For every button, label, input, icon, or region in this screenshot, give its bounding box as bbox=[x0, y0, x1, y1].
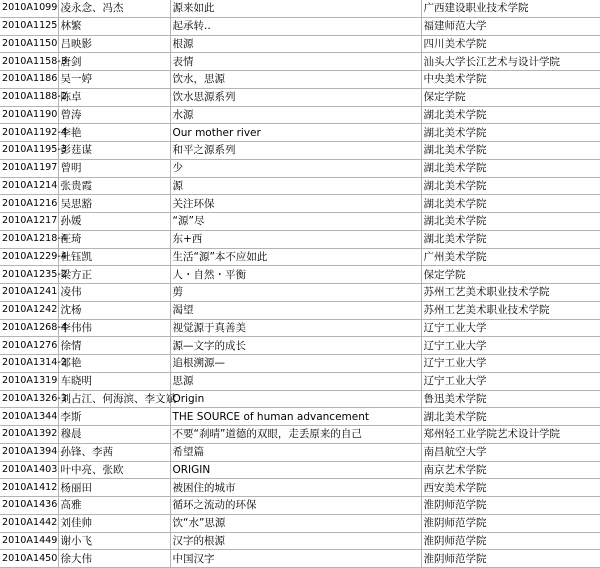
school-cell: 保定学院 bbox=[421, 88, 600, 106]
table-row bbox=[0, 124, 600, 142]
entry-id-cell: 2010A1188-2 bbox=[0, 88, 58, 106]
school-cell: 辽宁工业大学 bbox=[421, 372, 600, 390]
entry-id-cell: 2010A1392 bbox=[0, 426, 58, 444]
entry-id-cell: 2010A1217 bbox=[0, 213, 58, 231]
title-cell: “源”尽 bbox=[170, 213, 421, 231]
table-row bbox=[0, 355, 600, 373]
author-cell: 汪琦 bbox=[58, 230, 170, 248]
entry-id-cell: 2010A1214 bbox=[0, 177, 58, 195]
entry-id-cell: 2010A1195-3 bbox=[0, 142, 58, 160]
school-cell: 湖北美术学院 bbox=[421, 142, 600, 160]
table-row bbox=[0, 532, 600, 550]
title-cell: 饮水思源系列 bbox=[170, 88, 421, 106]
entry-id-cell: 2010A1449 bbox=[0, 532, 58, 550]
school-cell: 淮阴师范学院 bbox=[421, 497, 600, 515]
entry-id-cell: 2010A1268-4 bbox=[0, 319, 58, 337]
title-cell: 根源 bbox=[170, 35, 421, 53]
title-cell: 被困住的城市 bbox=[170, 479, 421, 497]
school-cell: 广西建设职业技术学院 bbox=[421, 0, 600, 17]
school-cell: 广州美术学院 bbox=[421, 248, 600, 266]
author-cell: 李艳 bbox=[58, 124, 170, 142]
title-cell: 不要“刹晴”道德的双眼，走丢原来的自己 bbox=[170, 426, 421, 444]
school-cell: 汕头大学长江艺术与设计学院 bbox=[421, 53, 600, 71]
school-cell: 辽宁工业大学 bbox=[421, 319, 600, 337]
author-cell: 唐剑 bbox=[58, 53, 170, 71]
table-row bbox=[0, 266, 600, 284]
table-row bbox=[0, 319, 600, 337]
title-cell: ORIGIN bbox=[170, 461, 421, 479]
entry-id-cell: 2010A1394 bbox=[0, 443, 58, 461]
school-cell: 湖北美术学院 bbox=[421, 408, 600, 426]
entry-id-cell: 2010A1442 bbox=[0, 514, 58, 532]
table-row bbox=[0, 337, 600, 355]
entry-id-cell: 2010A1190 bbox=[0, 106, 58, 124]
table-row bbox=[0, 479, 600, 497]
author-cell: 凌永念、冯杰 bbox=[58, 0, 170, 17]
title-cell: 渴望 bbox=[170, 301, 421, 319]
school-cell: 湖北美术学院 bbox=[421, 124, 600, 142]
table-row bbox=[0, 71, 600, 89]
school-cell: 湖北美术学院 bbox=[421, 106, 600, 124]
table-row bbox=[0, 461, 600, 479]
entry-id-cell: 2010A1099 bbox=[0, 0, 58, 17]
entry-id-cell: 2010A1276 bbox=[0, 337, 58, 355]
author-cell: 刘占江、何海滨、李文斌 bbox=[58, 390, 170, 408]
title-cell: THE SOURCE of human advancement bbox=[170, 408, 421, 426]
table-row bbox=[0, 390, 600, 408]
table-row bbox=[0, 106, 600, 124]
school-cell: 苏州工艺美术职业技术学院 bbox=[421, 301, 600, 319]
table-row bbox=[0, 35, 600, 53]
table-row bbox=[0, 408, 600, 426]
entry-id-cell: 2010A1242 bbox=[0, 301, 58, 319]
school-cell: 湖北美术学院 bbox=[421, 230, 600, 248]
author-cell: 孙媛 bbox=[58, 213, 170, 231]
entry-id-cell: 2010A1235-2 bbox=[0, 266, 58, 284]
table-row bbox=[0, 550, 600, 568]
title-cell: 生活“源”本不应如此 bbox=[170, 248, 421, 266]
school-cell: 苏州工艺美术职业技术学院 bbox=[421, 284, 600, 302]
title-cell: 东+西 bbox=[170, 230, 421, 248]
school-cell: 四川美术学院 bbox=[421, 35, 600, 53]
table-row bbox=[0, 443, 600, 461]
entry-id-cell: 2010A1229-4 bbox=[0, 248, 58, 266]
school-cell: 南京艺术学院 bbox=[421, 461, 600, 479]
title-cell: 中国汉字 bbox=[170, 550, 421, 568]
entry-id-cell: 2010A1216 bbox=[0, 195, 58, 213]
table-row bbox=[0, 0, 600, 17]
title-cell: 源—文字的成长 bbox=[170, 337, 421, 355]
school-cell: 辽宁工业大学 bbox=[421, 337, 600, 355]
author-cell: 林繁 bbox=[58, 17, 170, 35]
author-cell: 叶中亮、张欧 bbox=[58, 461, 170, 479]
title-cell: 起承转.. bbox=[170, 17, 421, 35]
table-row bbox=[0, 177, 600, 195]
entry-id-cell: 2010A1192-4 bbox=[0, 124, 58, 142]
school-cell: 南昌航空大学 bbox=[421, 443, 600, 461]
table-row bbox=[0, 88, 600, 106]
title-cell: 循环之流动的环保 bbox=[170, 497, 421, 515]
table-row bbox=[0, 142, 600, 160]
title-cell: 和平之源系列 bbox=[170, 142, 421, 160]
title-cell: 源 bbox=[170, 177, 421, 195]
author-cell: 杜钰凯 bbox=[58, 248, 170, 266]
table-row bbox=[0, 301, 600, 319]
title-cell: 饮水，思源 bbox=[170, 71, 421, 89]
school-cell: 鲁迅美术学院 bbox=[421, 390, 600, 408]
author-cell: 邹艳 bbox=[58, 355, 170, 373]
school-cell: 湖北美术学院 bbox=[421, 177, 600, 195]
author-cell: 徐大伟 bbox=[58, 550, 170, 568]
author-cell: 谢小飞 bbox=[58, 532, 170, 550]
entry-id-cell: 2010A1150 bbox=[0, 35, 58, 53]
table-row bbox=[0, 372, 600, 390]
school-cell: 保定学院 bbox=[421, 266, 600, 284]
school-cell: 淮阴师范学院 bbox=[421, 532, 600, 550]
entry-id-cell: 2010A1450 bbox=[0, 550, 58, 568]
entry-id-cell: 2010A1241 bbox=[0, 284, 58, 302]
author-cell: 陈卓 bbox=[58, 88, 170, 106]
entry-id-cell: 2010A1319 bbox=[0, 372, 58, 390]
school-cell: 淮阴师范学院 bbox=[421, 550, 600, 568]
entry-id-cell: 2010A1186 bbox=[0, 71, 58, 89]
author-cell: 李伟伟 bbox=[58, 319, 170, 337]
school-cell: 中央美术学院 bbox=[421, 71, 600, 89]
entry-id-cell: 2010A1344 bbox=[0, 408, 58, 426]
entry-id-cell: 2010A1412 bbox=[0, 479, 58, 497]
author-cell: 徐情 bbox=[58, 337, 170, 355]
title-cell: 关注环保 bbox=[170, 195, 421, 213]
entry-id-cell: 2010A1436 bbox=[0, 497, 58, 515]
author-cell: 穆晨 bbox=[58, 426, 170, 444]
table-row bbox=[0, 497, 600, 515]
entry-id-cell: 2010A1125 bbox=[0, 17, 58, 35]
author-cell: 高雅 bbox=[58, 497, 170, 515]
table-row bbox=[0, 514, 600, 532]
entry-id-cell: 2010A1158-3 bbox=[0, 53, 58, 71]
author-cell: 曾明 bbox=[58, 159, 170, 177]
entry-id-cell: 2010A1197 bbox=[0, 159, 58, 177]
author-cell: 吴思豁 bbox=[58, 195, 170, 213]
author-cell: 刘佳帅 bbox=[58, 514, 170, 532]
author-cell: 沈杨 bbox=[58, 301, 170, 319]
title-cell: 希望篇 bbox=[170, 443, 421, 461]
author-cell: 孙锋、李茜 bbox=[58, 443, 170, 461]
title-cell: 追根溯源— bbox=[170, 355, 421, 373]
title-cell: 剪 bbox=[170, 284, 421, 302]
author-cell: 曾涛 bbox=[58, 106, 170, 124]
table-row bbox=[0, 17, 600, 35]
title-cell: 表情 bbox=[170, 53, 421, 71]
title-cell: Origin bbox=[170, 390, 421, 408]
school-cell: 福建师范大学 bbox=[421, 17, 600, 35]
school-cell: 辽宁工业大学 bbox=[421, 355, 600, 373]
school-cell: 湖北美术学院 bbox=[421, 195, 600, 213]
title-cell: 汉字的根源 bbox=[170, 532, 421, 550]
school-cell: 湖北美术学院 bbox=[421, 159, 600, 177]
school-cell: 湖北美术学院 bbox=[421, 213, 600, 231]
title-cell: 视觉源于真善美 bbox=[170, 319, 421, 337]
author-cell: 车晓明 bbox=[58, 372, 170, 390]
author-cell: 彭莛谋 bbox=[58, 142, 170, 160]
table-row bbox=[0, 195, 600, 213]
table-row bbox=[0, 426, 600, 444]
entry-id-cell: 2010A1314-2 bbox=[0, 355, 58, 373]
entry-id-cell: 2010A1326-3 bbox=[0, 390, 58, 408]
title-cell: 饮“水”思源 bbox=[170, 514, 421, 532]
author-cell: 杨丽田 bbox=[58, 479, 170, 497]
table-row bbox=[0, 53, 600, 71]
entry-id-cell: 2010A1403 bbox=[0, 461, 58, 479]
author-cell: 李斯 bbox=[58, 408, 170, 426]
table-row bbox=[0, 284, 600, 302]
author-cell: 吴一婷 bbox=[58, 71, 170, 89]
title-cell: 少 bbox=[170, 159, 421, 177]
title-cell: 人・自然・平衡 bbox=[170, 266, 421, 284]
author-cell: 张贵霞 bbox=[58, 177, 170, 195]
author-cell: 凌伟 bbox=[58, 284, 170, 302]
author-cell: 吕映影 bbox=[58, 35, 170, 53]
title-cell: 水源 bbox=[170, 106, 421, 124]
title-cell: 思源 bbox=[170, 372, 421, 390]
author-cell: 梁方正 bbox=[58, 266, 170, 284]
table-row bbox=[0, 213, 600, 231]
school-cell: 淮阴师范学院 bbox=[421, 514, 600, 532]
table-row bbox=[0, 159, 600, 177]
title-cell: Our mother river bbox=[170, 124, 421, 142]
table-row bbox=[0, 230, 600, 248]
title-cell: 源来如此 bbox=[170, 0, 421, 17]
table-row bbox=[0, 248, 600, 266]
school-cell: 郑州轻工业学院艺术设计学院 bbox=[421, 426, 600, 444]
entry-id-cell: 2010A1218-4 bbox=[0, 230, 58, 248]
school-cell: 西安美术学院 bbox=[421, 479, 600, 497]
